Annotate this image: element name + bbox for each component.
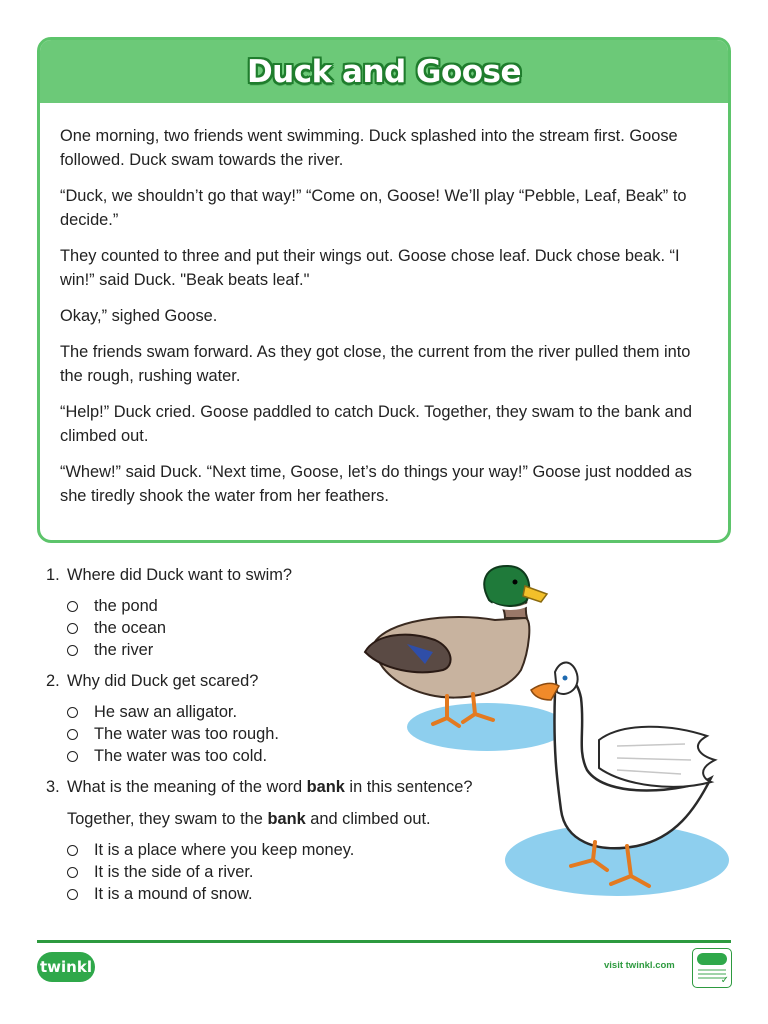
question-text: Where did Duck want to swim? — [67, 566, 292, 584]
option-circle-icon[interactable] — [67, 707, 78, 718]
option-label: It is a mound of snow. — [94, 885, 253, 903]
duck-water-icon — [407, 703, 567, 751]
option-circle-icon[interactable] — [67, 623, 78, 634]
option-circle-icon[interactable] — [67, 601, 78, 612]
sentence-keyword: bank — [267, 810, 306, 828]
story-paragraph: “Duck, we shouldn’t go that way!” “Come on, Goose! We’ll play “Pebble, Leaf, Beak” to decide.” — [60, 187, 687, 229]
sentence-part: Together, they swam to the — [67, 810, 268, 828]
duck-and-goose-illustration — [355, 560, 735, 900]
twinkl-logo[interactable] — [37, 952, 95, 982]
story-text — [40, 103, 728, 508]
question-number: 1. — [46, 566, 60, 584]
story-paragraph: One morning, two friends went swimming. Duck splashed into the stream first. Goose followed. Duck swam towards the river. — [60, 127, 678, 169]
story-paragraph: The friends swam forward. As they got close, the current from the river pulled them into the rough, rushing water. — [60, 343, 691, 385]
option-label: the ocean — [94, 619, 166, 637]
option-circle-icon[interactable] — [67, 729, 78, 740]
option-label: He saw an alligator. — [94, 703, 238, 721]
visit-link[interactable]: visit twinkl.com — [604, 960, 675, 971]
duck-illustration — [365, 566, 547, 726]
badge-lines — [698, 969, 726, 971]
question-text-part: What is the meaning of the word — [67, 778, 307, 796]
logo-text: twinkl — [40, 958, 92, 976]
story-paragraph: “Help!” Duck cried. Goose paddled to catch Duck. Together, they swam to the bank and climbed out. — [60, 403, 692, 445]
question-keyword: bank — [306, 778, 345, 796]
question-text: Why did Duck get scared? — [67, 672, 259, 690]
question-number: 3. — [46, 778, 60, 796]
option-circle-icon[interactable] — [67, 867, 78, 878]
quality-badge-icon — [692, 948, 732, 988]
story-paragraph: They counted to three and put their wings out. Goose chose leaf. Duck chose beak. “I win!” said Duck. "Beak beats leaf." — [60, 247, 680, 289]
option-label: The water was too cold. — [94, 747, 268, 765]
sentence-part: and climbed out. — [305, 810, 431, 828]
option-label: It is a place where you keep money. — [94, 841, 355, 859]
option-label: The water was too rough. — [94, 725, 279, 743]
option-circle-icon[interactable] — [67, 645, 78, 656]
badge-header — [697, 953, 727, 965]
option-circle-icon[interactable] — [67, 845, 78, 856]
option-label: the pond — [94, 597, 158, 615]
story-box — [37, 37, 731, 543]
story-paragraph: Okay,” sighed Goose. — [60, 307, 218, 325]
title-bar — [40, 40, 728, 103]
option-label: the river — [94, 641, 154, 659]
option-circle-icon[interactable] — [67, 889, 78, 900]
question-text-part: in this sentence? — [344, 778, 473, 796]
page-title: Duck and Goose — [246, 53, 522, 90]
story-paragraph: “Whew!” said Duck. “Next time, Goose, let’s do things your way!” Goose just nodded as she tiredly shook the water from her feathers. — [60, 463, 692, 505]
option-circle-icon[interactable] — [67, 751, 78, 762]
check-icon: ✓ — [720, 975, 729, 986]
option-label: It is the side of a river. — [94, 863, 254, 881]
footer-divider — [37, 940, 731, 943]
question-number: 2. — [46, 672, 60, 690]
